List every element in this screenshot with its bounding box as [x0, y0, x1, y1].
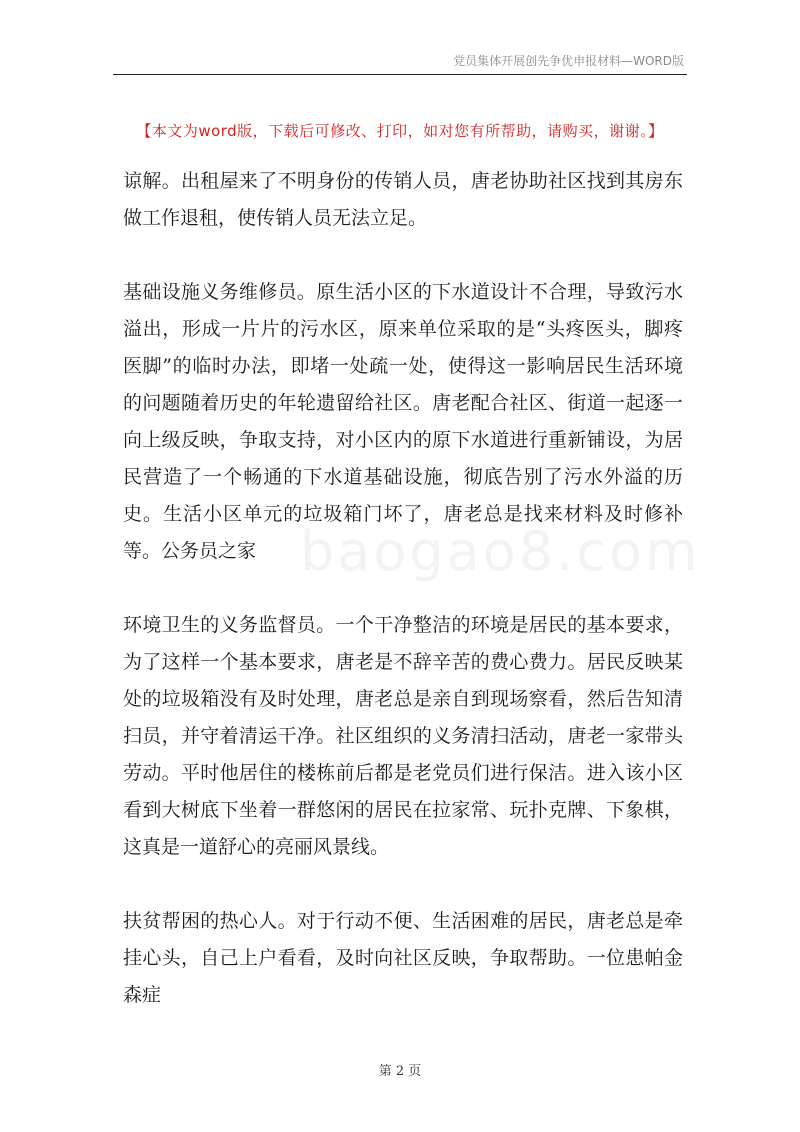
body-paragraph-4: 扶贫帮困的热心人。对于行动不便、生活困难的居民，唐老总是牵挂心头，自己上户看看，及时向社区反映，争取帮助。一位患帕金森症	[123, 910, 683, 1006]
body-paragraph-1: 谅解。出租屋来了不明身份的传销人员，唐老协助社区找到其房东做工作退租，使传销人员无法立足。	[123, 170, 683, 229]
download-notice: 【本文为word版，下载后可修改、打印，如对您有所帮助，请购买，谢谢。】	[136, 122, 664, 140]
body-paragraph-3: 环境卫生的义务监督员。一个干净整洁的环境是居民的基本要求，为了这样一个基本要求，唐老是不辞辛苦的费心费力。居民反映某处的垃圾箱没有及时处理，唐老总是亲自到现场察看，然后告知清扫员，并守着清运干净。社区组织的义务清扫活动，唐老一家带头劳动。平时他居住的楼栋前后都是老党员们进行保洁。进入该小区看到大树底下坐着一群悠闲的居民在拉家常、玩扑克牌、下象棋，这真是一道舒心的亮丽风景线。	[123, 614, 683, 858]
document-body	[123, 163, 683, 1014]
watermark: baogao8.com	[300, 520, 701, 583]
page-number: 第 2 页	[378, 1064, 422, 1079]
document-header-title: 党员集体开展创先争优申报材料—WORD版	[453, 54, 684, 68]
body-paragraph-2: 基础设施义务维修员。原生活小区的下水道设计不合理，导致污水溢出，形成一片片的污水区，原来单位采取的是“头疼医头，脚疼医脚”的临时办法，即堵一处疏一处，使得这一影响居民生活环境的问题随着历史的年轮遗留给社区。唐老配合社区、街道一起逐一向上级反映，争取支持，对小区内的原下水道进行重新铺设，为居民营造了一个畅通的下水道基础设施，彻底告别了污水外溢的历史。生活小区单元的垃圾箱门坏了，唐老总是找来材料及时修补等。公务员之家	[123, 281, 683, 562]
header-divider	[113, 74, 687, 75]
